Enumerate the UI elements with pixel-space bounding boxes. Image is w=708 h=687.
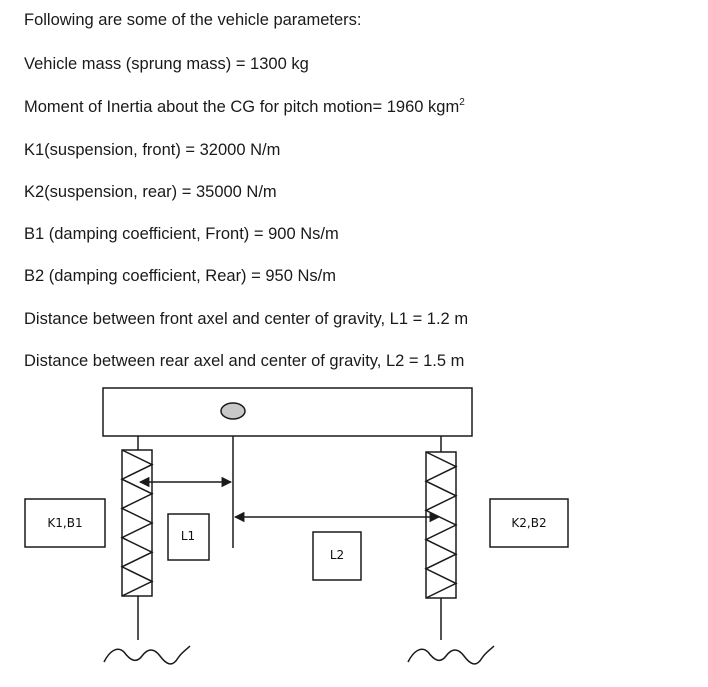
param-b2: B2 (damping coefficient, Rear) = 950 Ns/m [24,267,336,285]
rear-road-profile [408,646,494,664]
param-inertia-text: Moment of Inertia about the CG for pitch motion= 1960 kgm [24,98,460,116]
param-l1: Distance between front axel and center of gravity, L1 = 1.2 m [24,310,469,328]
front-spring [122,450,152,596]
param-k1: K1(suspension, front) = 32000 N/m [24,141,281,159]
center-of-gravity-marker [221,403,245,419]
param-mass: Vehicle mass (sprung mass) = 1300 kg [24,55,309,73]
front-label: K1,B1 [47,516,83,530]
param-k2: K2(suspension, rear) = 35000 N/m [24,183,277,201]
l2-label: L2 [329,548,345,562]
rear-spring [426,452,456,598]
param-l2: Distance between rear axel and center of gravity, L2 = 1.5 m [24,352,465,370]
param-inertia-exponent: 2 [459,97,465,108]
front-road-profile [104,646,190,664]
param-b1: B1 (damping coefficient, Front) = 900 Ns/m [24,225,339,243]
l1-label: L1 [180,529,196,543]
heading: Following are some of the vehicle parameters: [24,11,362,29]
rear-label: K2,B2 [511,516,547,530]
vehicle-body [103,388,472,436]
